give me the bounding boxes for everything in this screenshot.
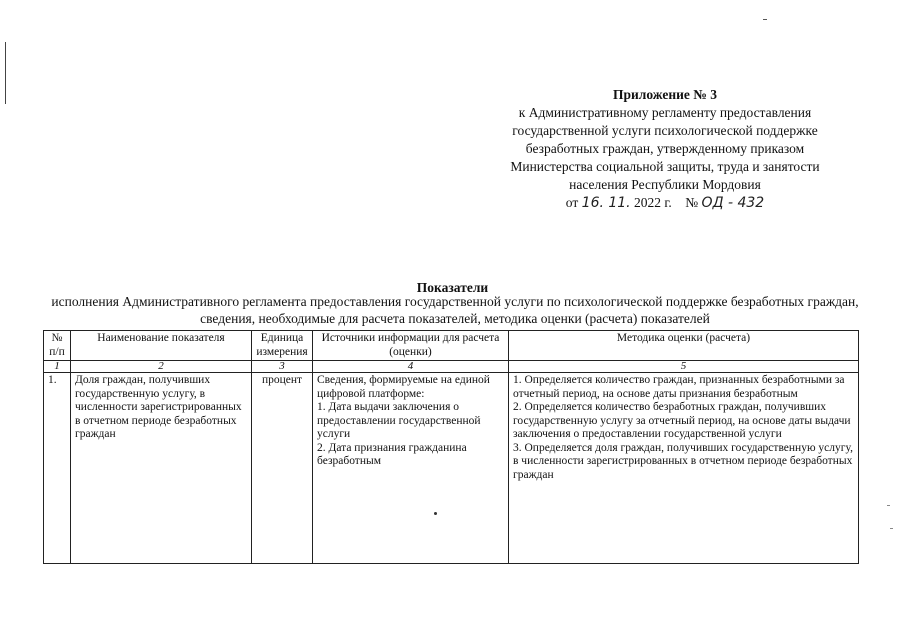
appendix-line: к Административному регламенту предоставления [518, 105, 812, 120]
number-sign: № [685, 195, 699, 210]
col-header-name: Наименование показателя [71, 331, 252, 361]
appendix-line: населения Республики Мордовия [569, 177, 761, 192]
scan-speck [434, 512, 437, 515]
from-label: от [565, 195, 579, 210]
indicators-table [43, 330, 859, 564]
appendix-line: государственной услуги психологической поддержке [512, 123, 818, 138]
appendix-line: Министерства социальной защиты, труда и занятости [510, 159, 820, 174]
table-row [44, 373, 859, 564]
source-item: 2. Дата признания гражданина безработным [317, 441, 467, 468]
document-title: Показатели [416, 280, 489, 295]
scan-speck [890, 528, 893, 529]
appendix-line: безработных граждан, утвержденному приказом [525, 141, 805, 156]
column-number: 5 [509, 361, 859, 373]
appendix-block [470, 86, 860, 212]
method-step: 1. Определяется количество граждан, признанных безработными за отчетный период, на основе даты признания безработным [513, 374, 845, 400]
order-date-line [470, 194, 860, 212]
table-header-row [44, 331, 859, 361]
row-number: 1. [44, 373, 71, 564]
calculation-method [509, 373, 859, 564]
handwritten-date: 16. 11. [581, 195, 631, 211]
information-sources [313, 373, 509, 564]
margin-line [5, 42, 6, 104]
year-label: 2022 г. [634, 195, 672, 210]
column-number: 3 [252, 361, 313, 373]
column-number: 4 [313, 361, 509, 373]
handwritten-order-number: ОД - 432 [701, 195, 765, 211]
method-step: 3. Определяется доля граждан, получивших государственную услугу, в численности зарегистрированных в отчетном периоде безработных граждан [513, 441, 853, 481]
method-step: 2. Определяется количество безработных граждан, получивших государственную услугу за отчетный период, на основе даты выдачи заключения о предоставлении государственной услуги [513, 401, 851, 441]
column-number: 2 [71, 361, 252, 373]
appendix-title: Приложение № 3 [613, 87, 717, 102]
col-header-unit: Единица измерения [252, 331, 313, 361]
column-number: 1 [44, 361, 71, 373]
document-subtitle: исполнения Административного регламента предоставления государственной услуги по психологической поддержке безработных граждан, сведения, необходимые для расчета показателей, методика оценки (расчета) показателей [51, 294, 859, 326]
col-header-number: № п/п [44, 331, 71, 361]
col-header-sources: Источники информации для расчета (оценки) [313, 331, 509, 361]
scan-speck [763, 19, 767, 20]
indicator-name: Доля граждан, получивших государственную услугу, в численности зарегистрированных в отчетном периоде безработных граждан [71, 373, 252, 564]
scan-speck [887, 505, 890, 506]
unit-of-measure: процент [252, 373, 313, 564]
column-number-row [44, 361, 859, 373]
source-item: 1. Дата выдачи заключения о предоставлении государственной услуги [317, 401, 481, 441]
col-header-method: Методика оценки (расчета) [509, 331, 859, 361]
source-item: Сведения, формируемые на единой цифровой платформе: [317, 374, 490, 400]
